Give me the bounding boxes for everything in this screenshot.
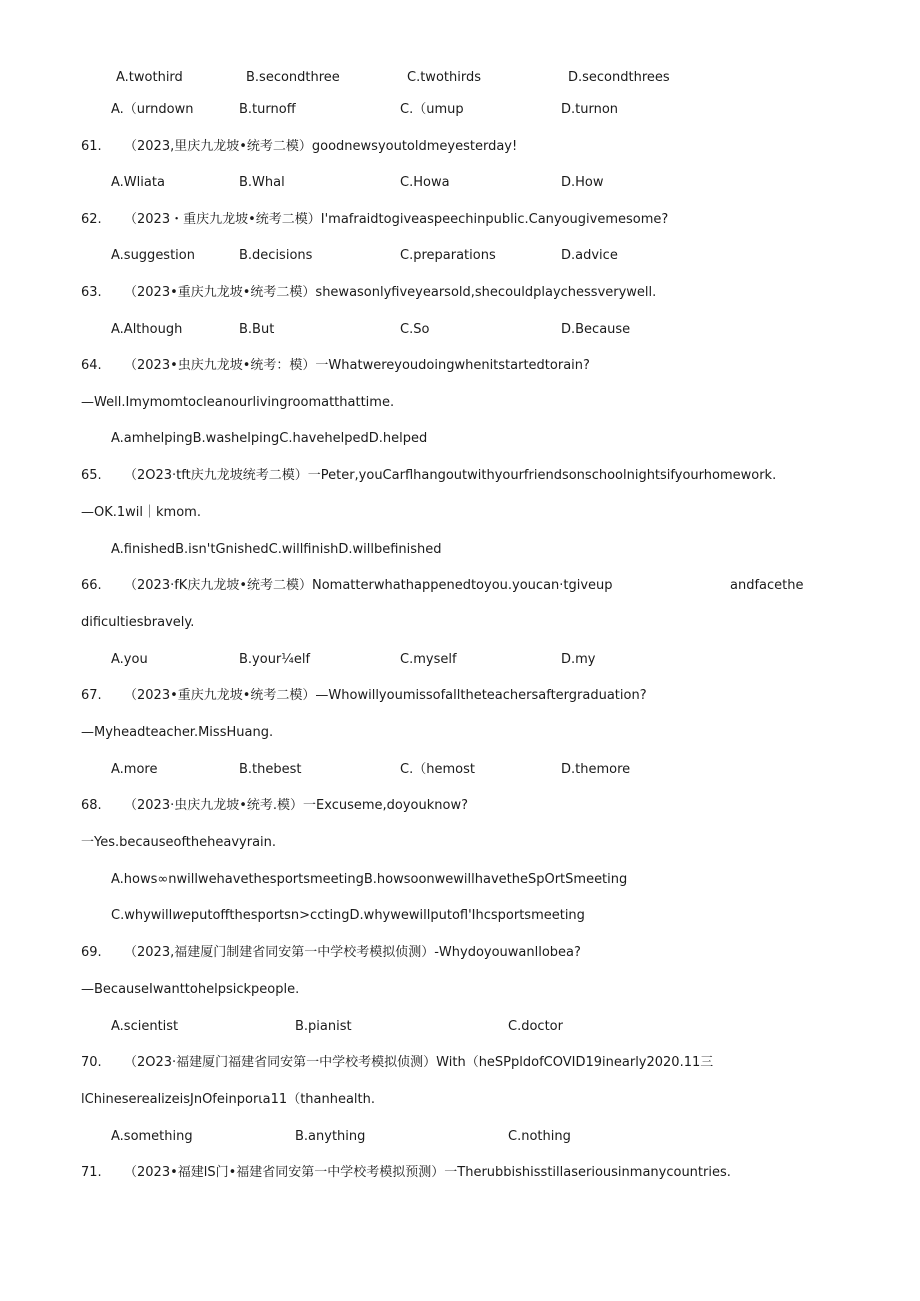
question-number: 61. [81,139,102,154]
question-text: （2O23·福建厦门福建省同安第一中学校考模拟侦测）With（heSPpldofCOVID19inearly2020.11三 [124,1055,714,1070]
question-number: 71. [81,1165,102,1180]
option-b: B.anything [295,1129,366,1144]
option-a: A.Wliata [111,175,165,190]
option-a: A.twothird [116,70,183,85]
option-c: C.Howa [400,175,450,190]
question-text: （2023•重庆九龙坡•统考二模）shewasonlyfiveyearsold,shecouldplaychessverywell. [124,285,657,300]
dialogue-line: —BecauseIwanttohelpsickpeople. [81,982,300,997]
option-b: B.pianist [295,1019,352,1034]
option-c: C.preparations [400,248,496,263]
option-a: A.Although [111,322,183,337]
option-d: D.turnon [561,102,619,117]
question-number: 62. [81,212,102,227]
option-b: B.turnoff [239,102,296,117]
option-c: C.（hemost [400,762,475,777]
option-a: A.suggestion [111,248,195,263]
option-d: D.advice [561,248,618,263]
options-fragment: putoffthesportsn>cctingD.whywewillputofl'Ihcsportsmeeting [190,908,585,923]
option-c: C.（umup [400,102,464,117]
question-number: 66. [81,578,102,593]
option-c: C.doctor [508,1019,563,1034]
question-text-continued: andfacethe [730,578,804,593]
option-c: C.myself [400,652,457,667]
question-text: （2023·虫庆九龙坡•统考.模）一Excuseme,doyouknow? [124,798,468,813]
option-a: A.something [111,1129,193,1144]
dialogue-line: 一Yes.becauseoftheheavyrain. [81,835,277,850]
question-text: （2023,里庆九龙坡•统考二模）goodnewsyoutoldmeyesterday! [124,139,518,154]
option-a: A.more [111,762,158,777]
option-d: D.my [561,652,596,667]
question-text: （2023,福建厦门制建省同安第一中学校考模拟侦测）-Whydoyouwanllobea? [124,945,581,960]
option-a: A.（urndown [111,102,194,117]
options-fragment: C.whywill [111,908,173,923]
question-number: 68. [81,798,102,813]
dialogue-line: —Well.Imymomtocleanourlivingroomatthattime. [81,395,395,410]
question-text: （2023・重庆九龙坡•统考二模）I'mafraidtogiveaspeechinpublic.Canyougivemesome? [124,212,669,227]
question-number: 63. [81,285,102,300]
option-d: D.Because [561,322,631,337]
option-c: C.So [400,322,430,337]
question-number: 70. [81,1055,102,1070]
option-d: D.secondthrees [568,70,670,85]
option-b: B.Whal [239,175,285,190]
option-b: B.decisions [239,248,313,263]
question-text-wrap: dificultiesbravely. [81,615,195,630]
question-text: （2023•虫庆九龙坡•统考：模）一Whatwereyoudoingwhenitstartedtorain? [124,358,590,373]
question-number: 69. [81,945,102,960]
question-text: （2023•福建lS门•福建省同安第一中学校考模拟预测）一Therubbishisstillaseriousinmanycountries. [124,1165,731,1180]
option-b: B.secondthree [246,70,340,85]
dialogue-line: —Myheadteacher.MissHuang. [81,725,274,740]
options-fragment-italic: we [172,908,191,923]
option-b: B.But [239,322,275,337]
dialogue-line: —OK.1wil｜kmom. [81,505,201,520]
question-number: 64. [81,358,102,373]
option-a: A.you [111,652,148,667]
question-text: （2O23·tft庆九龙坡统考二模）一Peter,youCarflhangoutwithyourfriendsonschoolnightsifyourhomework. [124,468,777,483]
option-b: B.thebest [239,762,302,777]
option-b: B.your¼elf [239,652,311,667]
option-d: D.themore [561,762,631,777]
options-line: A.finishedB.isn'tGnishedC.willfinishD.willbefinished [111,542,442,557]
options-line: A.amhelpingB.washelpingC.havehelpedD.helped [111,431,428,446]
option-c: C.twothirds [407,70,481,85]
question-text: （2023•重庆九龙坡•统考二模）—Whowillyoumissofalltheteachersaftergraduation? [124,688,647,703]
option-c: C.nothing [508,1129,571,1144]
options-line [111,907,585,925]
question-text-wrap: lChineserealizeisJnOfeinpor⁠ιa11（thanhealth. [81,1092,376,1107]
option-d: D.How [561,175,604,190]
question-text: （2023·fK庆九龙坡•统考二模）Nomatterwhathappenedtoyou.youcan·tgiveup [124,578,613,593]
options-line: A.hows∞nwillwehavethesportsmeetingB.howsoonwewillhavetheSpOrtSmeeting [111,872,628,887]
option-a: A.scientist [111,1019,179,1034]
question-number: 67. [81,688,102,703]
question-number: 65. [81,468,102,483]
